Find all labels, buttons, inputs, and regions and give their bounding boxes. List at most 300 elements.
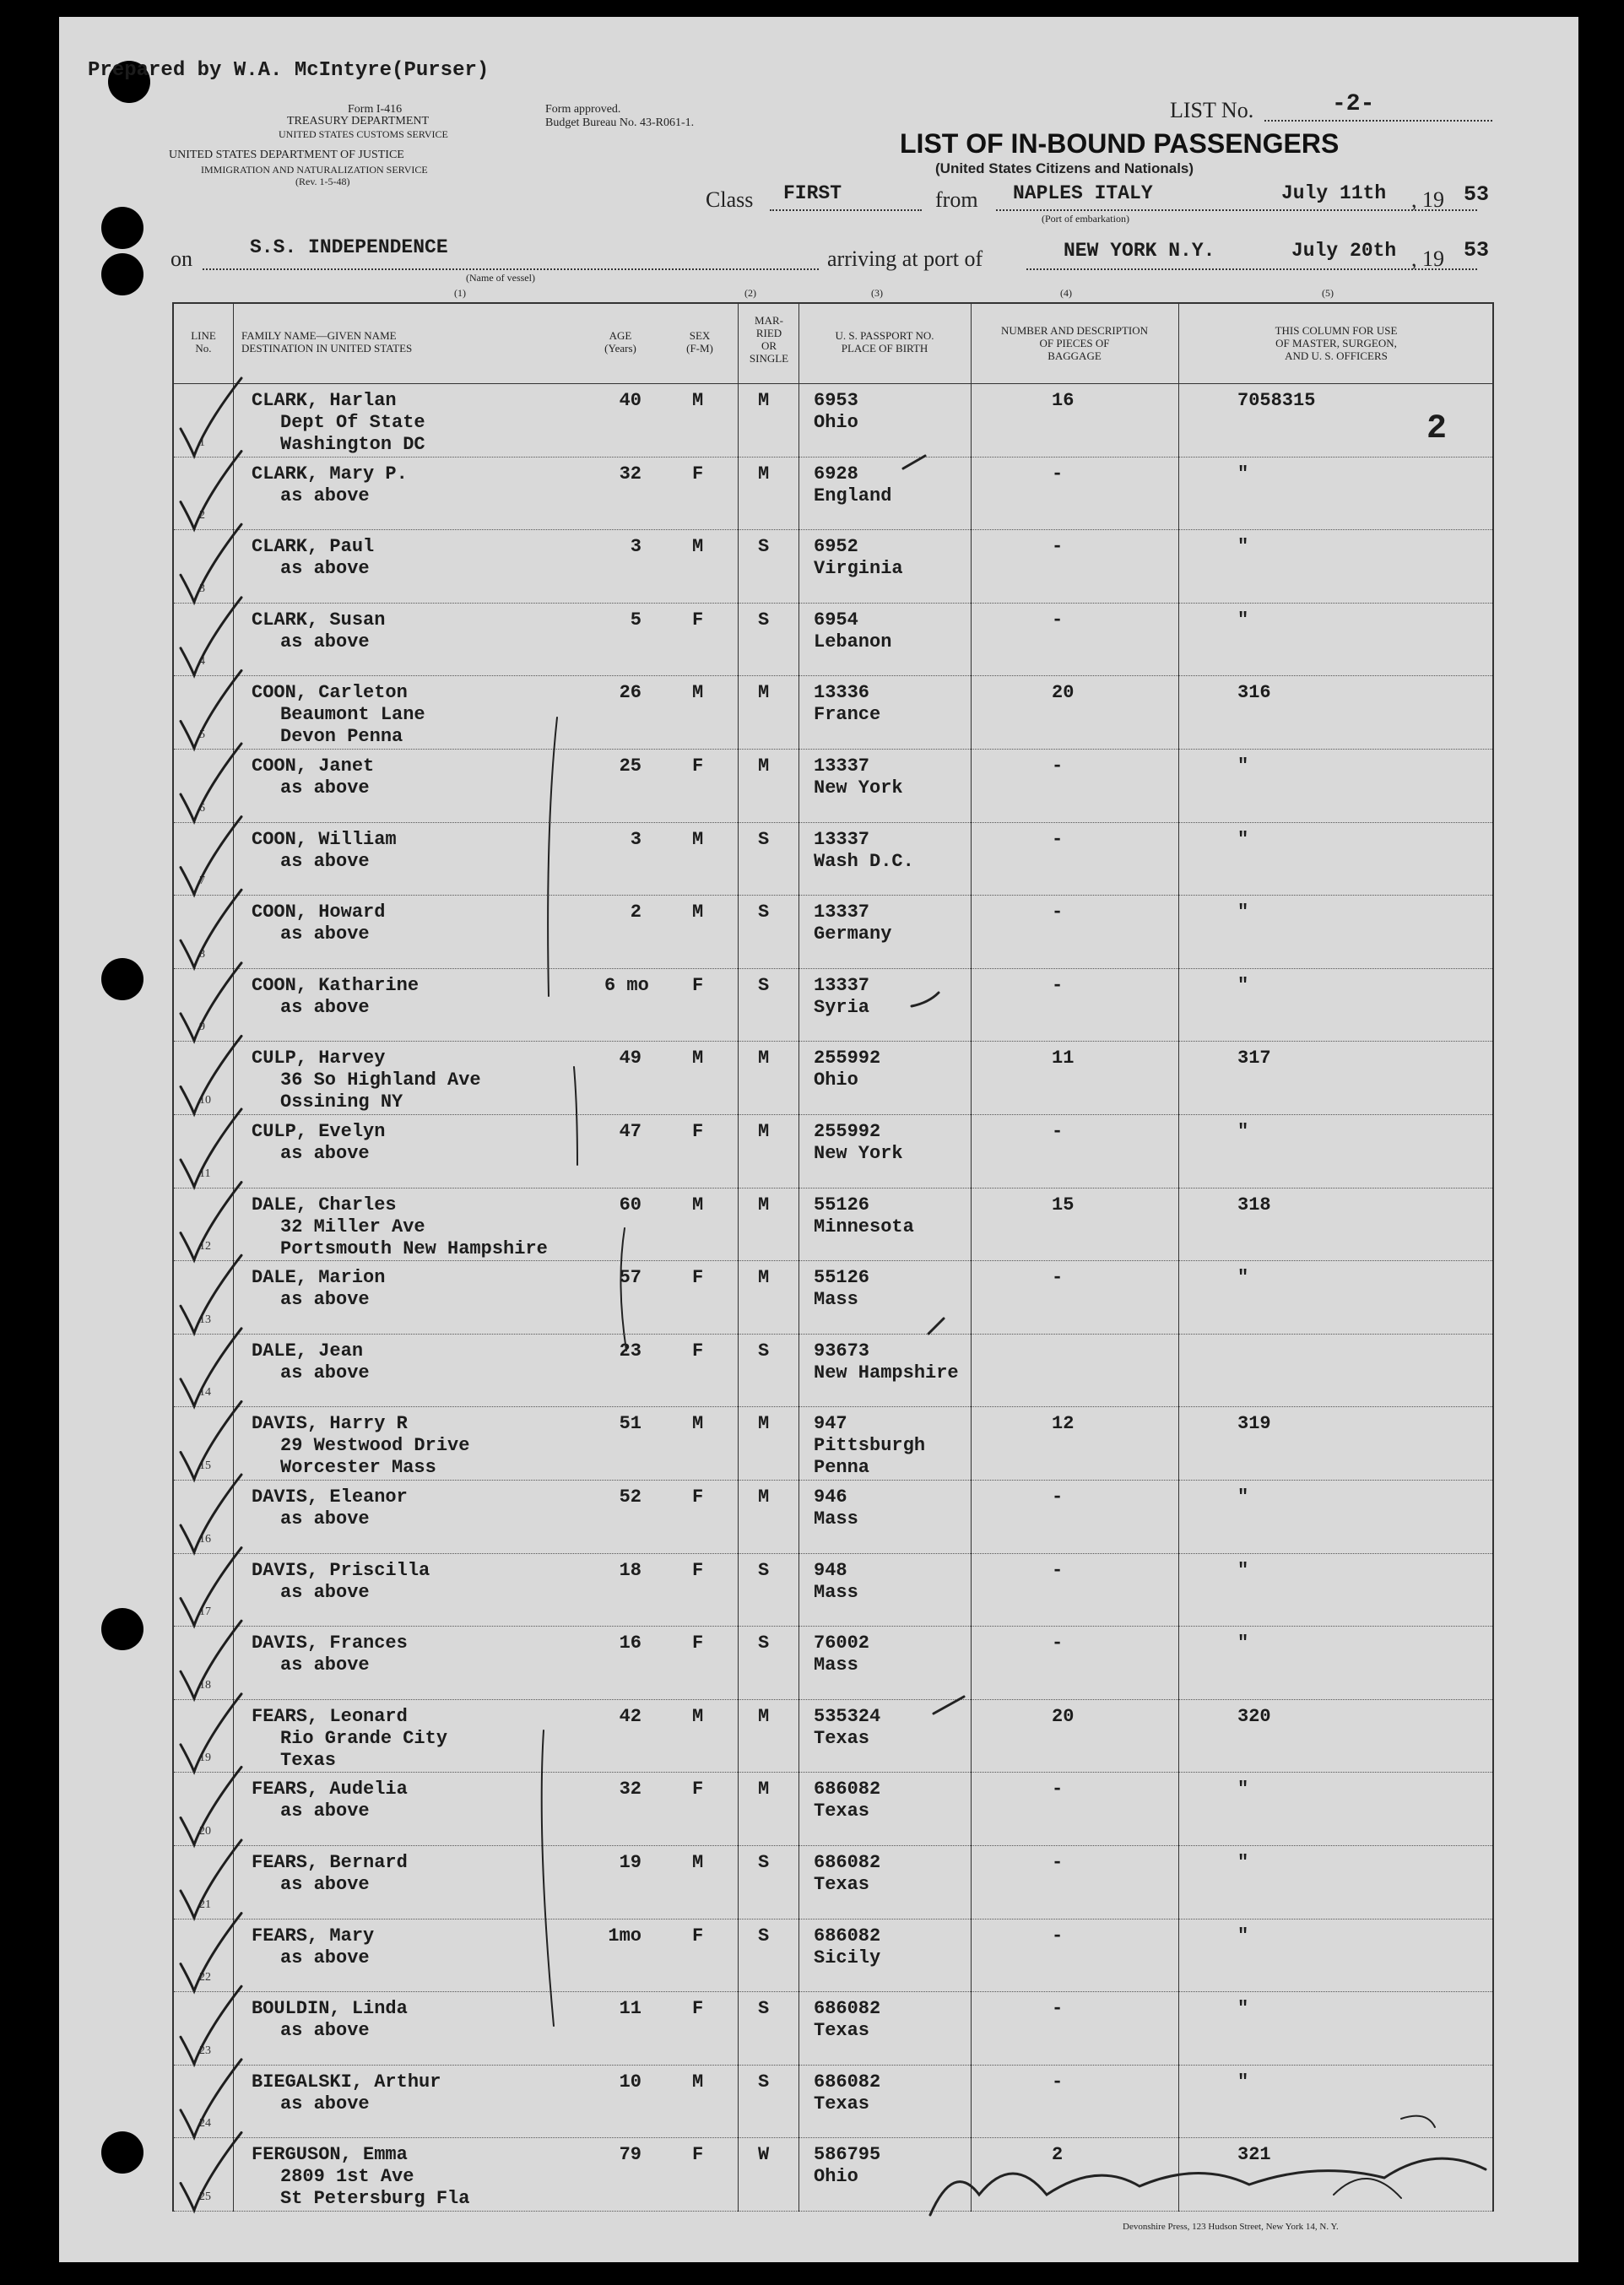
destination-line: as above (280, 1581, 370, 1603)
depart-date: July 11th (1281, 182, 1387, 204)
officer-use-cell: " (1237, 1121, 1249, 1142)
line-number: 5 (199, 728, 205, 741)
sex-cell: F (692, 1486, 704, 1508)
check-mark (181, 1475, 241, 1552)
passport-number: 535324 (814, 1705, 881, 1727)
officer-use-cell: 316 (1237, 682, 1271, 704)
header-officers: THIS COLUMN FOR USE OF MASTER, SURGEON, AND U. S. OFFICERS (1275, 324, 1398, 362)
passport-number: 686082 (814, 1925, 881, 1947)
check-mark (181, 670, 241, 748)
passport-number: 55126 (814, 1194, 870, 1216)
baggage-count: - (1052, 902, 1064, 923)
officer-use-cell: 320 (1237, 1705, 1271, 1727)
col-number: (3) (871, 287, 883, 299)
marital-status-cell: M (758, 755, 770, 777)
passenger-name: CLARK, Mary P. (252, 463, 408, 485)
line-number: 3 (199, 582, 205, 595)
line-number: 19 (199, 1752, 211, 1765)
passport-number: 6954 (814, 609, 858, 631)
sex-cell: F (692, 974, 704, 996)
age-cell: 3 (630, 536, 641, 558)
sex-cell: M (692, 1048, 704, 1069)
place-of-birth: Mass (814, 1654, 858, 1676)
sex-cell: F (692, 1121, 704, 1142)
arrival-year: 53 (1464, 238, 1490, 263)
destination-line: 2809 1st Ave (280, 2166, 414, 2188)
age-cell: 6 mo (604, 974, 649, 996)
list-no-value: -2- (1332, 91, 1375, 117)
destination-line: as above (280, 2093, 370, 2114)
line-number: 12 (199, 1240, 211, 1254)
passenger-name: DAVIS, Priscilla (252, 1559, 430, 1581)
col-number: (5) (1322, 287, 1334, 299)
place-of-birth: Mass (814, 1289, 858, 1311)
form-number: Form I-416 (348, 103, 403, 116)
passport-number: 6928 (814, 463, 858, 485)
sex-cell: M (692, 682, 704, 704)
marital-status-cell: S (758, 902, 770, 923)
age-cell: 49 (619, 1048, 641, 1069)
line-number: 1 (199, 436, 205, 449)
passport-number: 586795 (814, 2144, 881, 2166)
destination-line: Ossining NY (280, 1091, 403, 1113)
line-number: 21 (199, 1898, 211, 1911)
officer-use-cell: " (1237, 1633, 1249, 1654)
line-number: 24 (199, 2117, 211, 2131)
officer-use-cell: 321 (1237, 2144, 1271, 2166)
marital-status-cell: S (758, 1852, 770, 1873)
marital-status-cell: S (758, 1559, 770, 1581)
line-number: 2 (199, 509, 205, 523)
passport-number: 948 (814, 1559, 847, 1581)
officer-use-cell: " (1237, 1559, 1249, 1581)
margin-note: 2 (1426, 410, 1448, 448)
passport-number: 947 (814, 1413, 847, 1435)
passenger-name: COON, Howard (252, 902, 386, 923)
sex-cell: F (692, 755, 704, 777)
line-number: 9 (199, 1021, 205, 1034)
age-cell: 10 (619, 2071, 641, 2093)
destination-line: as above (280, 1947, 370, 1968)
passport-number: 255992 (814, 1121, 881, 1142)
baggage-count: 16 (1052, 390, 1075, 411)
destination-line: Devon Penna (280, 726, 403, 748)
baggage-count: - (1052, 1852, 1064, 1873)
officer-use-cell: 317 (1237, 1048, 1271, 1069)
passport-number: 946 (814, 1486, 847, 1508)
age-cell: 42 (619, 1705, 641, 1727)
col-number: (1) (454, 287, 466, 299)
sex-cell: M (692, 1705, 704, 1727)
passenger-name: DAVIS, Frances (252, 1633, 408, 1654)
destination-line: 29 Westwood Drive (280, 1435, 470, 1457)
sex-cell: F (692, 1340, 704, 1362)
check-mark (181, 1255, 241, 1333)
destination-line: as above (280, 777, 370, 799)
class-value: FIRST (783, 182, 842, 204)
baggage-count: 20 (1052, 682, 1075, 704)
age-cell: 3 (630, 828, 641, 850)
place-of-birth: Pittsburgh (814, 1435, 926, 1457)
passenger-name: CLARK, Susan (252, 609, 386, 631)
destination-line: as above (280, 1508, 370, 1530)
marital-status-cell: M (758, 1121, 770, 1142)
baggage-count: 15 (1052, 1194, 1075, 1216)
marital-status-cell: M (758, 1486, 770, 1508)
from-label: from (935, 187, 978, 212)
check-mark (181, 1767, 241, 1844)
destination-line: Beaumont Lane (280, 704, 425, 726)
officer-use-cell: 319 (1237, 1413, 1271, 1435)
destination-line: Texas (280, 1749, 337, 1771)
place-of-birth: New York (814, 777, 903, 799)
age-cell: 11 (619, 1998, 641, 2020)
officer-use-cell: " (1237, 609, 1249, 631)
passenger-name: COON, Carleton (252, 682, 408, 704)
vessel-name: S.S. INDEPENDENCE (250, 236, 448, 258)
marital-status-cell: S (758, 1925, 770, 1947)
age-cell: 60 (619, 1194, 641, 1216)
marital-status-cell: S (758, 1633, 770, 1654)
destination-line: as above (280, 2020, 370, 2042)
header-baggage: NUMBER AND DESCRIPTION OF PIECES OF BAGGAGE (1000, 324, 1149, 362)
baggage-count: - (1052, 1559, 1064, 1581)
check-mark (181, 1036, 241, 1113)
manifest-subtitle: (United States Citizens and Nationals) (935, 160, 1194, 176)
sex-cell: F (692, 1267, 704, 1289)
form-budget: Budget Bureau No. 43-R061-1. (545, 116, 695, 129)
baggage-count: 12 (1052, 1413, 1075, 1435)
header-passport: U. S. PASSPORT NO. PLACE OF BIRTH (835, 329, 934, 355)
destination-line: as above (280, 1143, 370, 1164)
arrival-date: July 20th (1291, 240, 1397, 262)
place-of-birth: Texas (814, 2093, 870, 2114)
baggage-count: - (1052, 536, 1064, 558)
age-cell: 52 (619, 1486, 641, 1508)
place-of-birth: Texas (814, 1874, 870, 1895)
place-of-birth: Germany (814, 923, 892, 945)
age-cell: 18 (619, 1559, 641, 1581)
place-of-birth: England (814, 485, 892, 506)
check-mark (181, 1401, 241, 1479)
check-mark (181, 890, 241, 967)
line-number: 13 (199, 1313, 211, 1326)
check-mark (181, 2060, 241, 2137)
destination-line: Worcester Mass (280, 1457, 436, 1479)
sex-cell: M (692, 828, 704, 850)
passenger-name: FEARS, Mary (252, 1925, 375, 1947)
passenger-name: DALE, Jean (252, 1340, 364, 1362)
destination-line: as above (280, 558, 370, 580)
marital-status-cell: M (758, 1705, 770, 1727)
passport-number: 6953 (814, 390, 858, 411)
age-cell: 57 (619, 1267, 641, 1289)
passport-number: 13337 (814, 902, 870, 923)
line-number: 10 (199, 1094, 211, 1107)
destination-line: as above (280, 631, 370, 652)
baggage-count: - (1052, 1121, 1064, 1142)
destination-line: as above (280, 1654, 370, 1676)
check-mark (181, 1694, 241, 1772)
passenger-name: DALE, Marion (252, 1267, 386, 1289)
place-of-birth: Sicily (814, 1947, 881, 1968)
officer-use-cell: " (1237, 1267, 1249, 1289)
check-mark (181, 1914, 241, 1991)
marital-status-cell: M (758, 1413, 770, 1435)
officer-use-cell: " (1237, 1852, 1249, 1873)
place-of-birth: Ohio (814, 1069, 858, 1091)
vessel-note: (Name of vessel) (466, 272, 535, 284)
officer-use-cell: " (1237, 1486, 1249, 1508)
passport-number: 6952 (814, 536, 858, 558)
sex-cell: F (692, 463, 704, 485)
line-number: 20 (199, 1825, 211, 1838)
marital-status-cell: M (758, 1194, 770, 1216)
check-mark (181, 1109, 241, 1187)
arriving-label: arriving at port of (827, 246, 983, 271)
baggage-count: - (1052, 609, 1064, 631)
check-mark (181, 817, 241, 895)
line-number: 16 (199, 1532, 211, 1546)
destination-line: as above (280, 996, 370, 1018)
marital-status-cell: S (758, 1340, 770, 1362)
line-number: 14 (199, 1386, 211, 1400)
check-mark (181, 963, 241, 1041)
passport-number: 55126 (814, 1267, 870, 1289)
marital-status-cell: S (758, 1998, 770, 2020)
place-of-birth: Wash D.C. (814, 850, 914, 872)
line-number: 18 (199, 1678, 211, 1692)
officer-use-cell: " (1237, 1998, 1249, 2020)
age-cell: 40 (619, 390, 641, 411)
officer-use-cell: 7058315 (1237, 390, 1316, 411)
baggage-count: - (1052, 2071, 1064, 2093)
baggage-count: - (1052, 755, 1064, 777)
passenger-name: COON, Janet (252, 755, 375, 777)
marital-status-cell: M (758, 682, 770, 704)
baggage-count: 2 (1052, 2144, 1064, 2166)
passport-number: 686082 (814, 2071, 881, 2093)
header-line-no: LINE No. (191, 329, 216, 355)
header-age: AGE (Years) (604, 329, 636, 355)
age-cell: 32 (619, 1779, 641, 1800)
form-justice: UNITED STATES DEPARTMENT OF JUSTICE (169, 149, 404, 161)
passport-number: 686082 (814, 1852, 881, 1873)
passport-number: 686082 (814, 1998, 881, 2020)
passenger-name: DAVIS, Eleanor (252, 1486, 408, 1508)
passport-number: 13336 (814, 682, 870, 704)
embark-note: (Port of embarkation) (1042, 213, 1129, 225)
line-number: 22 (199, 1971, 211, 1984)
place-of-birth: Texas (814, 1727, 870, 1749)
place-of-birth: Mass (814, 1508, 858, 1530)
destination-line: Dept Of State (280, 412, 425, 433)
check-mark (181, 1183, 241, 1260)
sex-cell: M (692, 390, 704, 411)
baggage-count: - (1052, 1925, 1064, 1947)
sex-cell: F (692, 1925, 704, 1947)
form-dept: TREASURY DEPARTMENT (287, 115, 430, 127)
sex-cell: F (692, 609, 704, 631)
place-of-birth: Syria (814, 996, 870, 1018)
passenger-name: CLARK, Paul (252, 536, 375, 558)
passport-number: 76002 (814, 1633, 870, 1654)
officer-use-cell: " (1237, 536, 1249, 558)
age-cell: 2 (630, 902, 641, 923)
passenger-name: DAVIS, Harry R (252, 1413, 408, 1435)
passenger-name: COON, William (252, 828, 397, 850)
line-number: 11 (199, 1167, 211, 1180)
officer-use-cell: " (1237, 463, 1249, 485)
place-of-birth: New York (814, 1143, 903, 1164)
age-cell: 5 (630, 609, 641, 631)
line-number: 8 (199, 947, 205, 961)
sex-cell: M (692, 902, 704, 923)
sex-cell: M (692, 1194, 704, 1216)
depart-year: 53 (1464, 182, 1490, 207)
destination-line: St Petersburg Fla (280, 2188, 470, 2210)
passport-number: 686082 (814, 1779, 881, 1800)
passport-number: 13337 (814, 755, 870, 777)
col-number: (2) (744, 287, 756, 299)
baggage-count: - (1052, 1998, 1064, 2020)
marital-status-cell: W (758, 2144, 770, 2166)
passport-number: 255992 (814, 1048, 881, 1069)
officer-use-cell: " (1237, 2071, 1249, 2093)
destination-line: Portsmouth New Hampshire (280, 1237, 548, 1259)
passenger-name: FEARS, Audelia (252, 1779, 408, 1800)
age-cell: 23 (619, 1340, 641, 1362)
place-of-birth: Ohio (814, 412, 858, 433)
passenger-name: COON, Katharine (252, 974, 420, 996)
marital-status-cell: M (758, 1267, 770, 1289)
sex-cell: F (692, 1779, 704, 1800)
officer-use-cell: " (1237, 1925, 1249, 1947)
form-service: UNITED STATES CUSTOMS SERVICE (279, 128, 448, 140)
line-number: 6 (199, 801, 205, 815)
place-of-birth: Ohio (814, 2166, 858, 2188)
sex-cell: F (692, 1559, 704, 1581)
officer-use-cell: " (1237, 1779, 1249, 1800)
place-of-birth: Mass (814, 1581, 858, 1603)
sex-cell: M (692, 2071, 704, 2093)
header-married: MAR- RIED OR SINGLE (749, 314, 789, 365)
baggage-count: - (1052, 1267, 1064, 1289)
marital-status-cell: M (758, 390, 770, 411)
age-cell: 32 (619, 463, 641, 485)
sex-cell: M (692, 536, 704, 558)
place-of-birth: New Hampshire (814, 1362, 959, 1383)
header-sex: SEX (F-M) (686, 329, 713, 355)
check-mark (181, 2132, 241, 2210)
sex-cell: F (692, 2144, 704, 2166)
baggage-count: - (1052, 463, 1064, 485)
depart-year-prefix: , 19 (1411, 187, 1444, 212)
check-mark (181, 1621, 241, 1698)
marital-status-cell: M (758, 1048, 770, 1069)
passenger-name: CULP, Harvey (252, 1048, 386, 1069)
class-label: Class (706, 187, 754, 212)
passport-number: 13337 (814, 828, 870, 850)
passenger-name: FEARS, Bernard (252, 1852, 408, 1873)
officer-use-cell: " (1237, 974, 1249, 996)
passenger-name: CULP, Evelyn (252, 1121, 386, 1142)
header-name: FAMILY NAME—GIVEN NAME DESTINATION IN UNITED STATES (241, 329, 413, 355)
destination-line: 32 Miller Ave (280, 1216, 425, 1237)
destination-line: as above (280, 923, 370, 945)
sex-cell: F (692, 1998, 704, 2020)
destination-line: Rio Grande City (280, 1727, 448, 1749)
line-number: 17 (199, 1605, 211, 1619)
list-no-label: LIST No. (1170, 98, 1254, 122)
place-of-birth: Minnesota (814, 1216, 914, 1237)
form-rev: (Rev. 1-5-48) (295, 176, 350, 187)
arrive-year-prefix: , 19 (1411, 246, 1444, 271)
on-label: on (171, 246, 192, 271)
age-cell: 26 (619, 682, 641, 704)
printer-imprint: Devonshire Press, 123 Hudson Street, New York 14, N. Y. (1123, 2222, 1339, 2232)
age-cell: 16 (619, 1633, 641, 1654)
marital-status-cell: M (758, 1779, 770, 1800)
baggage-count: - (1052, 974, 1064, 996)
marital-status-cell: S (758, 2071, 770, 2093)
place-of-birth: France (814, 704, 881, 726)
line-number: 7 (199, 874, 205, 888)
officer-use-cell: " (1237, 755, 1249, 777)
age-cell: 47 (619, 1121, 641, 1142)
passenger-name: BOULDIN, Linda (252, 1998, 408, 2020)
line-number: 15 (199, 1459, 211, 1472)
age-cell: 79 (619, 2144, 641, 2166)
age-cell: 25 (619, 755, 641, 777)
sex-cell: M (692, 1413, 704, 1435)
age-cell: 1mo (608, 1925, 641, 1947)
place-of-birth: Penna (814, 1457, 870, 1479)
check-mark (181, 1329, 241, 1406)
baggage-count: - (1052, 1486, 1064, 1508)
officer-use-cell: " (1237, 828, 1249, 850)
place-of-birth: Texas (814, 2020, 870, 2042)
destination-line: as above (280, 1874, 370, 1895)
passenger-name: BIEGALSKI, Arthur (252, 2071, 441, 2093)
embark-port: NAPLES ITALY (1013, 182, 1153, 204)
check-mark (181, 598, 241, 675)
officer-use-cell: 318 (1237, 1194, 1271, 1216)
sex-cell: F (692, 1633, 704, 1654)
line-number: 25 (199, 2190, 211, 2203)
check-mark (181, 378, 241, 456)
check-mark (181, 1548, 241, 1626)
baggage-count: 20 (1052, 1705, 1075, 1727)
marital-status-cell: M (758, 463, 770, 485)
check-mark (181, 452, 241, 529)
check-mark (181, 1840, 241, 1918)
passport-number: 93673 (814, 1340, 870, 1362)
age-cell: 19 (619, 1852, 641, 1873)
baggage-count: - (1052, 1779, 1064, 1800)
line-number: 4 (199, 655, 205, 669)
manifest-title: LIST OF IN-BOUND PASSENGERS (900, 128, 1340, 159)
destination-line: Washington DC (280, 434, 425, 455)
age-cell: 51 (619, 1413, 641, 1435)
col-number: (4) (1060, 287, 1072, 299)
form-approved: Form approved. (545, 103, 621, 116)
baggage-count: - (1052, 1633, 1064, 1654)
marital-status-cell: S (758, 536, 770, 558)
passenger-name: DALE, Charles (252, 1194, 397, 1216)
check-mark (181, 1986, 241, 2064)
marital-status-cell: S (758, 609, 770, 631)
